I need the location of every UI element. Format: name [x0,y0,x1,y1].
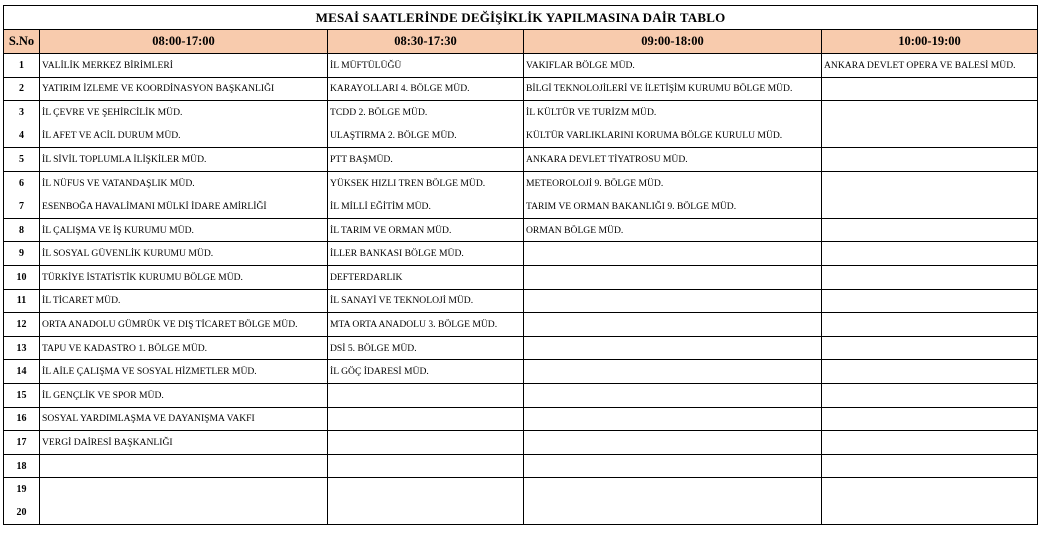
table-cell: PTT BAŞMÜD. [328,148,524,172]
table-cell: İL SANAYİ VE TEKNOLOJİ MÜD. [328,289,524,313]
table-cell-group [822,171,1038,218]
row-number-group [4,478,40,525]
table-cell [822,383,1038,407]
table-cell [42,501,325,524]
table-cell: ANKARA DEVLET OPERA VE BALESİ MÜD. [822,54,1038,78]
table-cell: İL GENÇLİK VE SPOR MÜD. [40,383,328,407]
table-cell [822,148,1038,172]
table-cell-group [328,478,524,525]
table-cell [328,383,524,407]
row-number: 15 [4,383,40,407]
table-cell: VALİLİK MERKEZ BİRİMLERİ [40,54,328,78]
table-cell [822,289,1038,313]
table-cell [822,431,1038,455]
table-cell [824,172,1035,195]
table-cell-group [822,478,1038,525]
table-cell: METEOROLOJİ 9. BÖLGE MÜD. [526,177,664,189]
table-row [4,313,1038,337]
table-cell [524,265,822,289]
table-cell: İL AİLE ÇALIŞMA VE SOSYAL HİZMETLER MÜD. [40,360,328,384]
table-cell [524,431,822,455]
table-cell: YATIRIM İZLEME VE KOORDİNASYON BAŞKANLIĞI [40,77,328,101]
table-cell [524,336,822,360]
table-cell: MTA ORTA ANADOLU 3. BÖLGE MÜD. [328,313,524,337]
row-number: 6 [19,177,24,189]
row-number: 11 [4,289,40,313]
table-cell [526,501,819,524]
table-cell [824,101,1035,124]
table-cell: ULAŞTIRMA 2. BÖLGE MÜD. [330,130,457,142]
row-number: 1 [4,54,40,78]
row-number: 5 [4,148,40,172]
table-cell [822,265,1038,289]
table-cell: DSİ 5. BÖLGE MÜD. [328,336,524,360]
header-0800-1700: 08:00-17:00 [40,30,328,54]
table-cell: İL SİVİL TOPLUMLA İLİŞKİLER MÜD. [40,148,328,172]
table-cell: İLLER BANKASI BÖLGE MÜD. [328,242,524,266]
table-cell: ORTA ANADOLU GÜMRÜK VE DIŞ TİCARET BÖLGE MÜD. [40,313,328,337]
table-cell [524,242,822,266]
table-cell: ANKARA DEVLET TİYATROSU MÜD. [524,148,822,172]
schedule-table [3,5,1038,525]
table-cell: DEFTERDARLIK [328,265,524,289]
table-cell: TAPU VE KADASTRO 1. BÖLGE MÜD. [40,336,328,360]
table-cell: VAKIFLAR BÖLGE MÜD. [524,54,822,78]
table-row [4,383,1038,407]
table-cell: TARIM VE ORMAN BAKANLIĞI 9. BÖLGE MÜD. [526,200,737,212]
table-cell [822,242,1038,266]
table-row [4,478,1038,525]
table-cell: İL MİLLİ EĞİTİM MÜD. [330,200,431,212]
table-cell [524,407,822,431]
table-cell: VERGİ DAİRESİ BAŞKANLIĞI [40,431,328,455]
table-cell: YÜKSEK HIZLI TREN BÖLGE MÜD. [330,177,486,189]
table-cell: TCDD 2. BÖLGE MÜD. [330,107,428,119]
table-row [4,171,1038,218]
table-cell-group [40,101,328,148]
table-cell [330,501,521,524]
row-number: 17 [4,431,40,455]
table-row [4,218,1038,242]
table-cell [822,218,1038,242]
table-cell [824,195,1035,218]
table-cell [330,478,521,501]
row-number: 10 [4,265,40,289]
row-number: 9 [4,242,40,266]
table-cell [328,454,524,478]
table-row [4,77,1038,101]
table-cell: İL MÜFTÜLÜĞÜ [328,54,524,78]
table-cell: BİLGİ TEKNOLOJİLERİ VE İLETİŞİM KURUMU BÖLGE MÜD. [524,77,822,101]
row-number: 7 [19,200,24,212]
table-cell [822,360,1038,384]
table-cell [824,501,1035,524]
table-cell-group [328,101,524,148]
header-row [4,30,1038,54]
table-cell: İL ÇALIŞMA VE İŞ KURUMU MÜD. [40,218,328,242]
table-cell [524,383,822,407]
table-cell: TÜRKİYE İSTATİSTİK KURUMU BÖLGE MÜD. [40,265,328,289]
table-cell-group [524,478,822,525]
table-cell-group [524,101,822,148]
table-cell-group [328,171,524,218]
table-cell: ESENBOĞA HAVALİMANI MÜLKİ İDARE AMİRLİĞİ [42,200,267,212]
table-cell: KÜLTÜR VARLIKLARINI KORUMA BÖLGE KURULU MÜD. [526,130,783,142]
table-cell [328,431,524,455]
table-row [4,407,1038,431]
table-title: MESAİ SAATLERİNDE DEĞİŞİKLİK YAPILMASINA DAİR TABLO [4,6,1038,30]
row-number: 20 [16,507,27,519]
table-cell [526,478,819,501]
table-row [4,431,1038,455]
table-row [4,148,1038,172]
table-cell: İL KÜLTÜR VE TURİZM MÜD. [526,107,657,119]
row-number: 19 [16,484,27,496]
table-cell: KARAYOLLARI 4. BÖLGE MÜD. [328,77,524,101]
table-cell [822,77,1038,101]
table-cell: İL NÜFUS VE VATANDAŞLIK MÜD. [42,177,195,189]
table-cell [822,454,1038,478]
row-number: 12 [4,313,40,337]
table-row [4,360,1038,384]
row-number: 18 [4,454,40,478]
header-0830-1730: 08:30-17:30 [328,30,524,54]
table-cell [824,478,1035,501]
table-cell: İL TİCARET MÜD. [40,289,328,313]
table-cell [524,360,822,384]
row-number: 14 [4,360,40,384]
table-cell: İL SOSYAL GÜVENLİK KURUMU MÜD. [40,242,328,266]
row-number-group [4,171,40,218]
row-number: 3 [19,107,24,119]
table-cell: İL TARIM VE ORMAN MÜD. [328,218,524,242]
header-sno: S.No [4,30,40,54]
table-row [4,289,1038,313]
table-cell: ORMAN BÖLGE MÜD. [524,218,822,242]
table-cell: İL AFET VE ACİL DURUM MÜD. [42,130,181,142]
table-row [4,54,1038,78]
table-row [4,242,1038,266]
row-number: 16 [4,407,40,431]
table-cell [40,454,328,478]
table-cell-group [524,171,822,218]
table-cell [822,313,1038,337]
table-cell [822,336,1038,360]
table-cell: İL ÇEVRE VE ŞEHİRCİLİK MÜD. [42,107,183,119]
table-cell [524,454,822,478]
table-cell-group [40,478,328,525]
row-number: 8 [4,218,40,242]
row-number-group [4,101,40,148]
table-cell [42,478,325,501]
table-cell [824,124,1035,147]
header-0900-1800: 09:00-18:00 [524,30,822,54]
table-row [4,336,1038,360]
table-cell [524,313,822,337]
table-row [4,265,1038,289]
table-cell-group [822,101,1038,148]
row-number: 4 [19,130,24,142]
table-cell: SOSYAL YARDIMLAŞMA VE DAYANIŞMA VAKFI [40,407,328,431]
row-number: 2 [4,77,40,101]
table-row [4,101,1038,148]
table-cell: İL GÖÇ İDARESİ MÜD. [328,360,524,384]
table-cell-group [40,171,328,218]
header-1000-1900: 10:00-19:00 [822,30,1038,54]
table-row [4,454,1038,478]
table-cell [822,407,1038,431]
table-cell [524,289,822,313]
table-cell [328,407,524,431]
row-number: 13 [4,336,40,360]
